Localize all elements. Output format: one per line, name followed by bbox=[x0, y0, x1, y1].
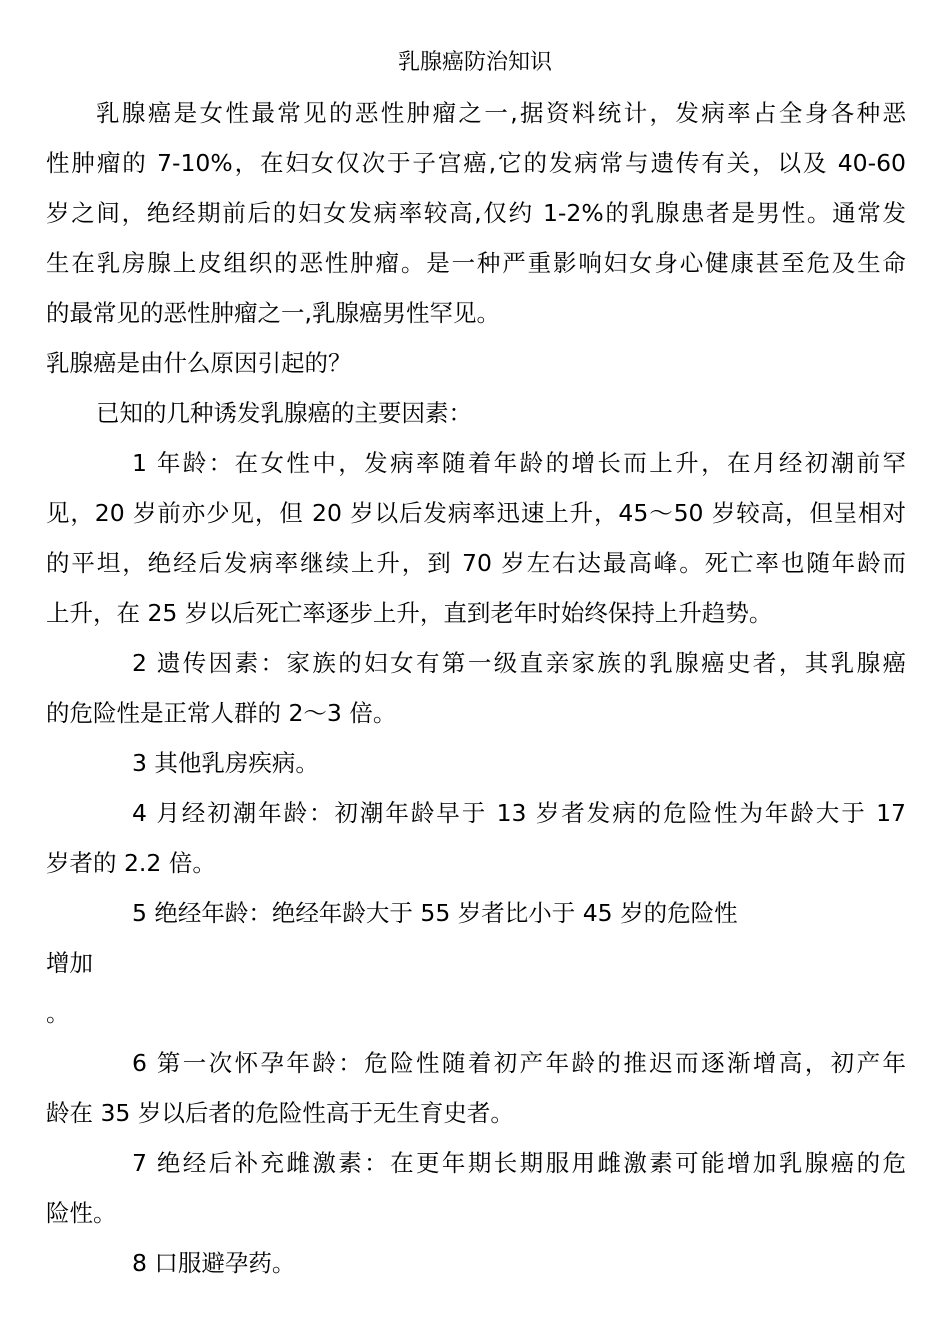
list-item-line: 增加 bbox=[46, 949, 93, 977]
list-item-line: 6 第一次怀孕年龄：危险性随着初产年龄的推迟而逐渐增高，初产年 bbox=[132, 1049, 906, 1077]
text-line: 的最常见的恶性肿瘤之一,乳腺癌男性罕见。 bbox=[46, 299, 500, 327]
text-line: 乳腺癌是女性最常见的恶性肿瘤之一,据资料统计，发病率占全身各种恶 bbox=[96, 99, 906, 127]
list-item-line: 3 其他乳房疾病。 bbox=[132, 749, 319, 777]
list-item-line: 2 遗传因素：家族的妇女有第一级直亲家族的乳腺癌史者，其乳腺癌 bbox=[132, 649, 906, 677]
list-item-line: 见，20 岁前亦少见，但 20 岁以后发病率迅速上升，45～50 岁较高，但呈相对 bbox=[46, 499, 906, 527]
list-item-line: 。 bbox=[46, 999, 70, 1027]
list-item-line: 险性。 bbox=[46, 1199, 117, 1227]
text-line: 性肿瘤的 7-10%，在妇女仅次于子宫癌,它的发病常与遗传有关，以及 40-60 bbox=[46, 149, 906, 177]
list-item-line: 8 口服避孕药。 bbox=[132, 1249, 296, 1277]
section-heading: 乳腺癌是由什么原因引起的？ bbox=[46, 349, 352, 377]
text-line: 生在乳房腺上皮组织的恶性肿瘤。是一种严重影响妇女身心健康甚至危及生命 bbox=[46, 249, 906, 277]
list-item-line: 的平坦，绝经后发病率继续上升，到 70 岁左右达最高峰。死亡率也随年龄而 bbox=[46, 549, 906, 577]
list-item-line: 1 年龄：在女性中，发病率随着年龄的增长而上升，在月经初潮前罕 bbox=[132, 449, 906, 477]
list-item-line: 7 绝经后补充雌激素：在更年期长期服用雌激素可能增加乳腺癌的危 bbox=[132, 1149, 906, 1177]
document-title: 乳腺癌防治知识 bbox=[397, 50, 552, 75]
list-item-line: 4 月经初潮年龄：初潮年龄早于 13 岁者发病的危险性为年龄大于 17 bbox=[132, 799, 906, 827]
list-item-line: 岁者的 2.2 倍。 bbox=[46, 849, 216, 877]
list-item-line: 上升，在 25 岁以后死亡率逐步上升，直到老年时始终保持上升趋势。 bbox=[46, 599, 773, 627]
text-line: 岁之间，绝经期前后的妇女发病率较高,仅约 1-2%的乳腺患者是男性。通常发 bbox=[46, 199, 906, 227]
list-item-line: 龄在 35 岁以后者的危险性高于无生育史者。 bbox=[46, 1099, 514, 1127]
list-item-line: 的危险性是正常人群的 2～3 倍。 bbox=[46, 699, 397, 727]
list-item-line: 5 绝经年龄：绝经年龄大于 55 岁者比小于 45 岁的危险性 bbox=[132, 899, 738, 927]
text-line: 已知的几种诱发乳腺癌的主要因素： bbox=[96, 399, 472, 427]
